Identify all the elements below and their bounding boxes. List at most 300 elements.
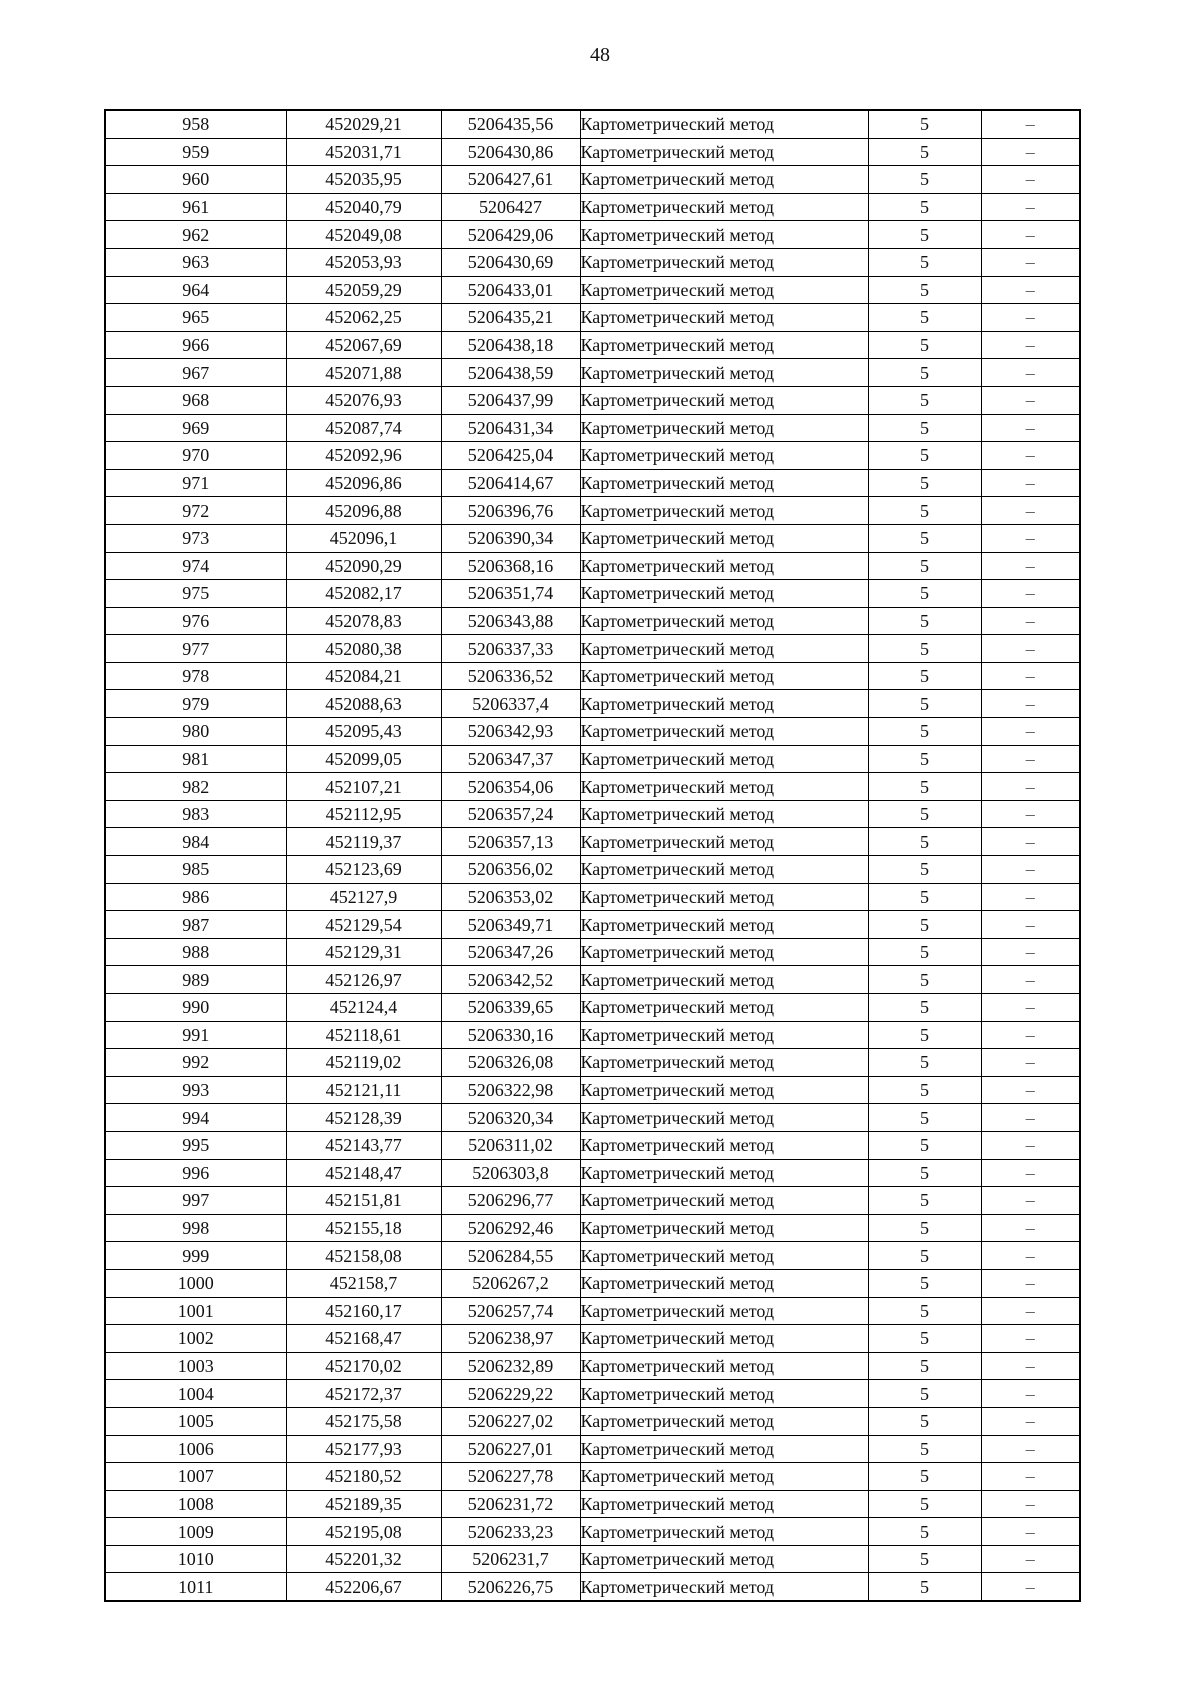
point-number-cell: 997: [105, 1187, 286, 1215]
method-cell: Картометрический метод: [580, 635, 868, 663]
table-row: [105, 662, 1080, 690]
x-coordinate-cell: 452062,25: [286, 304, 441, 332]
point-number-cell: 978: [105, 662, 286, 690]
method-cell: Картометрический метод: [580, 166, 868, 194]
point-number-cell: 982: [105, 773, 286, 801]
method-cell: Картометрический метод: [580, 662, 868, 690]
x-coordinate-cell: 452121,11: [286, 1076, 441, 1104]
y-coordinate-cell: 5206354,06: [441, 773, 580, 801]
x-coordinate-cell: 452107,21: [286, 773, 441, 801]
y-coordinate-cell: 5206390,34: [441, 524, 580, 552]
accuracy-cell: 5: [868, 497, 981, 525]
note-cell: –: [981, 690, 1080, 718]
accuracy-cell: 5: [868, 386, 981, 414]
accuracy-cell: 5: [868, 1214, 981, 1242]
note-cell: –: [981, 607, 1080, 635]
table-row: [105, 1325, 1080, 1353]
table-row: [105, 938, 1080, 966]
method-cell: Картометрический метод: [580, 828, 868, 856]
x-coordinate-cell: 452129,54: [286, 911, 441, 939]
note-cell: –: [981, 1159, 1080, 1187]
x-coordinate-cell: 452180,52: [286, 1463, 441, 1491]
x-coordinate-cell: 452160,17: [286, 1297, 441, 1325]
x-coordinate-cell: 452096,1: [286, 524, 441, 552]
point-number-cell: 974: [105, 552, 286, 580]
x-coordinate-cell: 452175,58: [286, 1407, 441, 1435]
method-cell: Картометрический метод: [580, 800, 868, 828]
x-coordinate-cell: 452119,37: [286, 828, 441, 856]
x-coordinate-cell: 452170,02: [286, 1352, 441, 1380]
table-row: [105, 800, 1080, 828]
table-row: [105, 276, 1080, 304]
accuracy-cell: 5: [868, 1187, 981, 1215]
x-coordinate-cell: 452195,08: [286, 1518, 441, 1546]
point-number-cell: 1006: [105, 1435, 286, 1463]
point-number-cell: 971: [105, 469, 286, 497]
y-coordinate-cell: 5206351,74: [441, 580, 580, 608]
method-cell: Картометрический метод: [580, 994, 868, 1022]
table-body: [105, 110, 1080, 1601]
method-cell: Картометрический метод: [580, 1104, 868, 1132]
accuracy-cell: 5: [868, 1297, 981, 1325]
table-row: [105, 469, 1080, 497]
method-cell: Картометрический метод: [580, 1297, 868, 1325]
note-cell: –: [981, 552, 1080, 580]
x-coordinate-cell: 452035,95: [286, 166, 441, 194]
method-cell: Картометрический метод: [580, 1325, 868, 1353]
accuracy-cell: 5: [868, 1518, 981, 1546]
x-coordinate-cell: 452071,88: [286, 359, 441, 387]
method-cell: Картометрический метод: [580, 1545, 868, 1573]
method-cell: Картометрический метод: [580, 938, 868, 966]
x-coordinate-cell: 452099,05: [286, 745, 441, 773]
point-number-cell: 989: [105, 966, 286, 994]
x-coordinate-cell: 452172,37: [286, 1380, 441, 1408]
accuracy-cell: 5: [868, 552, 981, 580]
y-coordinate-cell: 5206267,2: [441, 1269, 580, 1297]
y-coordinate-cell: 5206425,04: [441, 442, 580, 470]
method-cell: Картометрический метод: [580, 524, 868, 552]
note-cell: –: [981, 442, 1080, 470]
method-cell: Картометрический метод: [580, 883, 868, 911]
accuracy-cell: 5: [868, 911, 981, 939]
table-row: [105, 138, 1080, 166]
x-coordinate-cell: 452158,08: [286, 1242, 441, 1270]
method-cell: Картометрический метод: [580, 359, 868, 387]
x-coordinate-cell: 452067,69: [286, 331, 441, 359]
method-cell: Картометрический метод: [580, 1076, 868, 1104]
point-number-cell: 984: [105, 828, 286, 856]
point-number-cell: 969: [105, 414, 286, 442]
table-row: [105, 607, 1080, 635]
accuracy-cell: 5: [868, 690, 981, 718]
x-coordinate-cell: 452123,69: [286, 856, 441, 884]
x-coordinate-cell: 452076,93: [286, 386, 441, 414]
point-number-cell: 1002: [105, 1325, 286, 1353]
y-coordinate-cell: 5206231,7: [441, 1545, 580, 1573]
accuracy-cell: 5: [868, 773, 981, 801]
accuracy-cell: 5: [868, 1131, 981, 1159]
point-number-cell: 967: [105, 359, 286, 387]
point-number-cell: 999: [105, 1242, 286, 1270]
note-cell: –: [981, 166, 1080, 194]
y-coordinate-cell: 5206320,34: [441, 1104, 580, 1132]
method-cell: Картометрический метод: [580, 1573, 868, 1601]
y-coordinate-cell: 5206233,23: [441, 1518, 580, 1546]
x-coordinate-cell: 452168,47: [286, 1325, 441, 1353]
point-number-cell: 979: [105, 690, 286, 718]
method-cell: Картометрический метод: [580, 497, 868, 525]
x-coordinate-cell: 452201,32: [286, 1545, 441, 1573]
note-cell: –: [981, 1407, 1080, 1435]
y-coordinate-cell: 5206427: [441, 193, 580, 221]
x-coordinate-cell: 452189,35: [286, 1490, 441, 1518]
accuracy-cell: 5: [868, 1159, 981, 1187]
point-number-cell: 981: [105, 745, 286, 773]
note-cell: –: [981, 745, 1080, 773]
point-number-cell: 988: [105, 938, 286, 966]
accuracy-cell: 5: [868, 1269, 981, 1297]
x-coordinate-cell: 452082,17: [286, 580, 441, 608]
x-coordinate-cell: 452096,86: [286, 469, 441, 497]
table-row: [105, 497, 1080, 525]
table-row: [105, 690, 1080, 718]
table-row: [105, 442, 1080, 470]
point-number-cell: 998: [105, 1214, 286, 1242]
x-coordinate-cell: 452059,29: [286, 276, 441, 304]
method-cell: Картометрический метод: [580, 1159, 868, 1187]
point-number-cell: 1005: [105, 1407, 286, 1435]
accuracy-cell: 5: [868, 304, 981, 332]
y-coordinate-cell: 5206429,06: [441, 221, 580, 249]
note-cell: –: [981, 1435, 1080, 1463]
method-cell: Картометрический метод: [580, 1021, 868, 1049]
table-row: [105, 1380, 1080, 1408]
note-cell: –: [981, 524, 1080, 552]
note-cell: –: [981, 580, 1080, 608]
y-coordinate-cell: 5206357,13: [441, 828, 580, 856]
method-cell: Картометрический метод: [580, 607, 868, 635]
table-row: [105, 331, 1080, 359]
y-coordinate-cell: 5206303,8: [441, 1159, 580, 1187]
accuracy-cell: 5: [868, 276, 981, 304]
accuracy-cell: 5: [868, 1573, 981, 1601]
point-number-cell: 1001: [105, 1297, 286, 1325]
y-coordinate-cell: 5206311,02: [441, 1131, 580, 1159]
table-row: [105, 911, 1080, 939]
note-cell: –: [981, 1049, 1080, 1077]
point-number-cell: 996: [105, 1159, 286, 1187]
x-coordinate-cell: 452092,96: [286, 442, 441, 470]
x-coordinate-cell: 452124,4: [286, 994, 441, 1022]
y-coordinate-cell: 5206347,37: [441, 745, 580, 773]
table-row: [105, 552, 1080, 580]
note-cell: –: [981, 221, 1080, 249]
accuracy-cell: 5: [868, 414, 981, 442]
method-cell: Картометрический метод: [580, 386, 868, 414]
method-cell: Картометрический метод: [580, 580, 868, 608]
y-coordinate-cell: 5206435,56: [441, 110, 580, 138]
method-cell: Картометрический метод: [580, 248, 868, 276]
x-coordinate-cell: 452206,67: [286, 1573, 441, 1601]
table-row: [105, 193, 1080, 221]
y-coordinate-cell: 5206337,4: [441, 690, 580, 718]
y-coordinate-cell: 5206414,67: [441, 469, 580, 497]
point-number-cell: 995: [105, 1131, 286, 1159]
note-cell: –: [981, 497, 1080, 525]
table-row: [105, 386, 1080, 414]
method-cell: Картометрический метод: [580, 1131, 868, 1159]
point-number-cell: 959: [105, 138, 286, 166]
table-row: [105, 1269, 1080, 1297]
point-number-cell: 970: [105, 442, 286, 470]
note-cell: –: [981, 1518, 1080, 1546]
y-coordinate-cell: 5206326,08: [441, 1049, 580, 1077]
method-cell: Картометрический метод: [580, 856, 868, 884]
note-cell: –: [981, 386, 1080, 414]
y-coordinate-cell: 5206227,02: [441, 1407, 580, 1435]
x-coordinate-cell: 452080,38: [286, 635, 441, 663]
note-cell: –: [981, 469, 1080, 497]
note-cell: –: [981, 1076, 1080, 1104]
accuracy-cell: 5: [868, 1463, 981, 1491]
note-cell: –: [981, 938, 1080, 966]
point-number-cell: 965: [105, 304, 286, 332]
x-coordinate-cell: 452129,31: [286, 938, 441, 966]
point-number-cell: 1008: [105, 1490, 286, 1518]
note-cell: –: [981, 635, 1080, 663]
y-coordinate-cell: 5206339,65: [441, 994, 580, 1022]
method-cell: Картометрический метод: [580, 1380, 868, 1408]
x-coordinate-cell: 452084,21: [286, 662, 441, 690]
note-cell: –: [981, 304, 1080, 332]
x-coordinate-cell: 452155,18: [286, 1214, 441, 1242]
note-cell: –: [981, 1573, 1080, 1601]
accuracy-cell: 5: [868, 524, 981, 552]
x-coordinate-cell: 452078,83: [286, 607, 441, 635]
y-coordinate-cell: 5206357,24: [441, 800, 580, 828]
y-coordinate-cell: 5206238,97: [441, 1325, 580, 1353]
method-cell: Картометрический метод: [580, 911, 868, 939]
table-row: [105, 524, 1080, 552]
method-cell: Картометрический метод: [580, 193, 868, 221]
table-row: [105, 414, 1080, 442]
table-row: [105, 1214, 1080, 1242]
y-coordinate-cell: 5206229,22: [441, 1380, 580, 1408]
table-row: [105, 1518, 1080, 1546]
note-cell: –: [981, 1187, 1080, 1215]
table-row: [105, 1352, 1080, 1380]
table-row: [105, 773, 1080, 801]
point-number-cell: 1010: [105, 1545, 286, 1573]
y-coordinate-cell: 5206322,98: [441, 1076, 580, 1104]
table-row: [105, 1049, 1080, 1077]
accuracy-cell: 5: [868, 138, 981, 166]
accuracy-cell: 5: [868, 1435, 981, 1463]
table-row: [105, 883, 1080, 911]
table-row: [105, 580, 1080, 608]
table-row: [105, 248, 1080, 276]
table-row: [105, 1076, 1080, 1104]
x-coordinate-cell: 452118,61: [286, 1021, 441, 1049]
y-coordinate-cell: 5206433,01: [441, 276, 580, 304]
method-cell: Картометрический метод: [580, 1049, 868, 1077]
point-number-cell: 973: [105, 524, 286, 552]
method-cell: Картометрический метод: [580, 1463, 868, 1491]
x-coordinate-cell: 452151,81: [286, 1187, 441, 1215]
method-cell: Картометрический метод: [580, 1242, 868, 1270]
note-cell: –: [981, 1104, 1080, 1132]
method-cell: Картометрический метод: [580, 1518, 868, 1546]
y-coordinate-cell: 5206342,93: [441, 718, 580, 746]
method-cell: Картометрический метод: [580, 469, 868, 497]
note-cell: –: [981, 331, 1080, 359]
y-coordinate-cell: 5206437,99: [441, 386, 580, 414]
accuracy-cell: 5: [868, 1076, 981, 1104]
y-coordinate-cell: 5206430,69: [441, 248, 580, 276]
y-coordinate-cell: 5206231,72: [441, 1490, 580, 1518]
page-number: 48: [590, 44, 610, 66]
table-row: [105, 635, 1080, 663]
table-row: [105, 1435, 1080, 1463]
point-number-cell: 961: [105, 193, 286, 221]
y-coordinate-cell: 5206336,52: [441, 662, 580, 690]
method-cell: Картометрический метод: [580, 442, 868, 470]
point-number-cell: 958: [105, 110, 286, 138]
accuracy-cell: 5: [868, 856, 981, 884]
method-cell: Картометрический метод: [580, 1435, 868, 1463]
accuracy-cell: 5: [868, 1407, 981, 1435]
point-number-cell: 986: [105, 883, 286, 911]
point-number-cell: 1004: [105, 1380, 286, 1408]
method-cell: Картометрический метод: [580, 331, 868, 359]
x-coordinate-cell: 452158,7: [286, 1269, 441, 1297]
accuracy-cell: 5: [868, 248, 981, 276]
accuracy-cell: 5: [868, 1545, 981, 1573]
note-cell: –: [981, 276, 1080, 304]
y-coordinate-cell: 5206356,02: [441, 856, 580, 884]
x-coordinate-cell: 452126,97: [286, 966, 441, 994]
point-number-cell: 980: [105, 718, 286, 746]
note-cell: –: [981, 110, 1080, 138]
note-cell: –: [981, 1269, 1080, 1297]
point-number-cell: 966: [105, 331, 286, 359]
table-row: [105, 856, 1080, 884]
note-cell: –: [981, 414, 1080, 442]
x-coordinate-cell: 452095,43: [286, 718, 441, 746]
x-coordinate-cell: 452143,77: [286, 1131, 441, 1159]
method-cell: Картометрический метод: [580, 966, 868, 994]
point-number-cell: 991: [105, 1021, 286, 1049]
accuracy-cell: 5: [868, 359, 981, 387]
method-cell: Картометрический метод: [580, 304, 868, 332]
accuracy-cell: 5: [868, 1021, 981, 1049]
point-number-cell: 968: [105, 386, 286, 414]
y-coordinate-cell: 5206438,59: [441, 359, 580, 387]
x-coordinate-cell: 452177,93: [286, 1435, 441, 1463]
note-cell: –: [981, 1545, 1080, 1573]
y-coordinate-cell: 5206257,74: [441, 1297, 580, 1325]
x-coordinate-cell: 452040,79: [286, 193, 441, 221]
table-row: [105, 1490, 1080, 1518]
note-cell: –: [981, 1325, 1080, 1353]
table-row: [105, 1187, 1080, 1215]
point-number-cell: 1011: [105, 1573, 286, 1601]
note-cell: –: [981, 1131, 1080, 1159]
accuracy-cell: 5: [868, 331, 981, 359]
y-coordinate-cell: 5206431,34: [441, 414, 580, 442]
accuracy-cell: 5: [868, 966, 981, 994]
y-coordinate-cell: 5206337,33: [441, 635, 580, 663]
accuracy-cell: 5: [868, 938, 981, 966]
table-row: [105, 718, 1080, 746]
accuracy-cell: 5: [868, 662, 981, 690]
y-coordinate-cell: 5206227,78: [441, 1463, 580, 1491]
y-coordinate-cell: 5206396,76: [441, 497, 580, 525]
point-number-cell: 1000: [105, 1269, 286, 1297]
y-coordinate-cell: 5206227,01: [441, 1435, 580, 1463]
method-cell: Картометрический метод: [580, 1269, 868, 1297]
point-number-cell: 983: [105, 800, 286, 828]
accuracy-cell: 5: [868, 994, 981, 1022]
y-coordinate-cell: 5206438,18: [441, 331, 580, 359]
note-cell: –: [981, 138, 1080, 166]
method-cell: Картометрический метод: [580, 138, 868, 166]
method-cell: Картометрический метод: [580, 1187, 868, 1215]
x-coordinate-cell: 452049,08: [286, 221, 441, 249]
table-row: [105, 166, 1080, 194]
table-row: [105, 1104, 1080, 1132]
note-cell: –: [981, 718, 1080, 746]
method-cell: Картометрический метод: [580, 221, 868, 249]
point-number-cell: 993: [105, 1076, 286, 1104]
note-cell: –: [981, 966, 1080, 994]
accuracy-cell: 5: [868, 635, 981, 663]
table-row: [105, 745, 1080, 773]
accuracy-cell: 5: [868, 469, 981, 497]
accuracy-cell: 5: [868, 800, 981, 828]
note-cell: –: [981, 1490, 1080, 1518]
note-cell: –: [981, 856, 1080, 884]
point-number-cell: 985: [105, 856, 286, 884]
method-cell: Картометрический метод: [580, 414, 868, 442]
method-cell: Картометрический метод: [580, 690, 868, 718]
coordinates-table: [104, 109, 1081, 1602]
table-row: [105, 1297, 1080, 1325]
point-number-cell: 964: [105, 276, 286, 304]
note-cell: –: [981, 248, 1080, 276]
method-cell: Картометрический метод: [580, 552, 868, 580]
point-number-cell: 960: [105, 166, 286, 194]
note-cell: –: [981, 911, 1080, 939]
table-row: [105, 828, 1080, 856]
method-cell: Картометрический метод: [580, 276, 868, 304]
note-cell: –: [981, 994, 1080, 1022]
point-number-cell: 994: [105, 1104, 286, 1132]
note-cell: –: [981, 1021, 1080, 1049]
note-cell: –: [981, 193, 1080, 221]
x-coordinate-cell: 452112,95: [286, 800, 441, 828]
method-cell: Картометрический метод: [580, 1490, 868, 1518]
point-number-cell: 976: [105, 607, 286, 635]
table-row: [105, 1573, 1080, 1601]
table-row: [105, 1021, 1080, 1049]
x-coordinate-cell: 452127,9: [286, 883, 441, 911]
point-number-cell: 987: [105, 911, 286, 939]
table-row: [105, 110, 1080, 138]
point-number-cell: 1009: [105, 1518, 286, 1546]
note-cell: –: [981, 1242, 1080, 1270]
